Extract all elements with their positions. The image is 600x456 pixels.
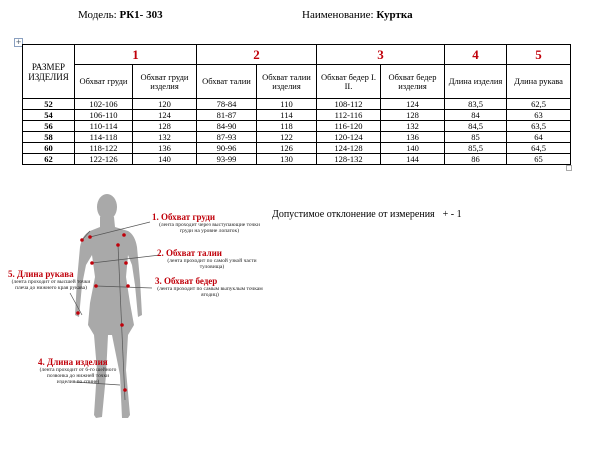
table-cell: 83,5 [445,99,507,110]
table-cell: 120-124 [317,132,381,143]
table-cell: 110-114 [75,121,133,132]
table-cell: 86 [445,154,507,165]
name-label: Наименование: [302,9,374,21]
table-cell: 122-126 [75,154,133,165]
table-row [23,99,571,110]
label-hips [155,276,265,298]
table-cell: 124 [133,110,197,121]
col-header: Обхват бедер изделия [381,65,445,99]
table-row [23,110,571,121]
table-cell: 102-106 [75,99,133,110]
col-header: Обхват груди [75,65,133,99]
table-cell: 114-118 [75,132,133,143]
size-cell: 58 [23,132,75,143]
table-cell: 128 [133,121,197,132]
col-header: Длина изделия [445,65,507,99]
table-cell: 106-110 [75,110,133,121]
size-cell: 52 [23,99,75,110]
group-1: 1 [75,45,197,65]
table-cell: 126 [257,143,317,154]
table-cell: 85 [445,132,507,143]
table-cell: 63,5 [507,121,571,132]
table-cell: 64 [507,132,571,143]
label-waist-title: 2. Обхват талии [157,248,222,258]
table-row [23,154,571,165]
table-cell: 132 [381,121,445,132]
label-sleeve-note: (лента проходит от высшей точки плеча до нижнего края рукава) [11,279,91,291]
table-cell: 114 [257,110,317,121]
table-row [23,121,571,132]
tolerance-text: Допустимое отклонение от измерения [272,209,435,220]
col-header: Обхват груди изделия [133,65,197,99]
table-cell: 136 [133,143,197,154]
group-5: 5 [507,45,571,65]
label-waist [157,248,267,270]
model-value: РК1- 303 [119,9,163,21]
table-cell: 140 [381,143,445,154]
group-header-row [23,45,571,65]
table-cell: 65 [507,154,571,165]
size-cell: 60 [23,143,75,154]
table-cell: 124 [381,99,445,110]
table-resize-handle[interactable] [566,165,572,171]
table-move-handle-icon[interactable]: + [15,38,22,46]
size-header-cell: РАЗМЕР ИЗДЕЛИЯ [23,45,75,99]
name-value: Куртка [376,9,413,21]
table-cell: 85,5 [445,143,507,154]
label-chest-note: (лента проходит через выступающие точки груди на уровне лопаток) [159,222,260,234]
table-cell: 110 [257,99,317,110]
table-cell: 84-90 [197,121,257,132]
table-cell: 140 [133,154,197,165]
size-cell: 56 [23,121,75,132]
table-cell: 120 [133,99,197,110]
table-cell: 122 [257,132,317,143]
size-cell: 54 [23,110,75,121]
tolerance-note [272,209,462,220]
table-cell: 118-122 [75,143,133,154]
table-cell: 63 [507,110,571,121]
label-sleeve-title: 5. Длина рукава [8,269,74,279]
label-hips-title: 3. Обхват бедер [155,276,218,286]
col-header: Обхват талии изделия [257,65,317,99]
table-cell: 130 [257,154,317,165]
table-row [23,143,571,154]
col-header: Обхват талии [197,65,257,99]
tolerance-value: + - 1 [442,209,462,220]
group-4: 4 [445,45,507,65]
table-cell: 84 [445,110,507,121]
group-2: 2 [197,45,317,65]
label-garment-length [38,357,118,385]
table-cell: 81-87 [197,110,257,121]
table-cell: 128 [381,110,445,121]
table-cell: 78-84 [197,99,257,110]
table-cell: 132 [133,132,197,143]
col-header: Длина рукава [507,65,571,99]
model-field [78,9,163,21]
label-chest-title: 1. Обхват груди [152,212,216,222]
table-cell: 116-120 [317,121,381,132]
table-cell: 124-128 [317,143,381,154]
label-hips-note: (лента проходит по самым выпуклым точкам ягодиц) [157,286,263,298]
table-cell: 112-116 [317,110,381,121]
table-cell: 87-93 [197,132,257,143]
table-cell: 84,5 [445,121,507,132]
table-cell: 90-96 [197,143,257,154]
label-waist-note: (лента проходит по самой узкой части туловища) [167,258,257,270]
table-cell: 93-99 [197,154,257,165]
model-label: Модель: [78,9,117,21]
col-header: Обхват бедер I. II. [317,65,381,99]
label-garment-title: 4. Длина изделия [38,357,108,367]
label-garment-note: (лента проходит от 6-го шейного позвонка до нижней точки изделия по спине) [39,367,117,385]
label-chest [152,212,267,234]
column-header-row [23,65,571,99]
size-cell: 62 [23,154,75,165]
size-table [22,44,571,165]
measurement-figure [0,185,270,451]
table-row [23,132,571,143]
table-cell: 64,5 [507,143,571,154]
table-cell: 136 [381,132,445,143]
document-header [0,9,600,25]
table-cell: 144 [381,154,445,165]
product-name-field [302,9,413,21]
table-cell: 118 [257,121,317,132]
table-cell: 108-112 [317,99,381,110]
label-sleeve-length [8,269,94,291]
group-3: 3 [317,45,445,65]
table-cell: 128-132 [317,154,381,165]
table-cell: 62,5 [507,99,571,110]
